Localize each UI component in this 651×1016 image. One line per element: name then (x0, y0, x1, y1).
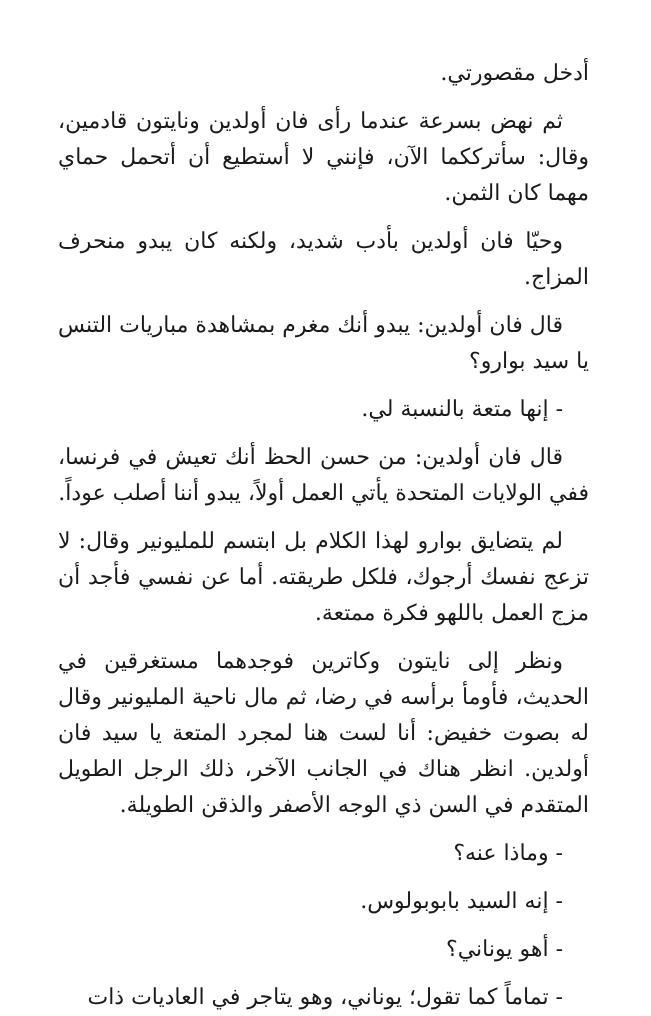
paragraph-5: قال فان أولدين: من حسن الحظ أنك تعيش في فرنسا، ففي الولايات المتحدة يأتي العمل أولاً، يبدو أننا أصلب عوداً. (58, 445, 589, 506)
dialogue-line-1: - إنها متعة بالنسبة لي. (361, 397, 563, 422)
paragraph-7: ونظر إلى نايتون وكاترين فوجدهما مستغرقين في الحديث، فأومأ برأسه في رضا، ثم مال ناحية المليونير وقال له بصوت خفيض: أنا لست هنا لمجرد المتعة يا سيد فان أولدين. انظر هناك في الجانب الآخر، ذلك الرجل الطويل المتقدم في السن ذي الوجه الأصفر والذقن الطويلة. (58, 649, 589, 818)
paragraph-3: وحيّا فان أولدين بأدب شديد، ولكنه كان يبدو منحرف المزاج. (58, 229, 589, 290)
paragraph-1: أدخل مقصورتي. (440, 61, 589, 86)
paragraph-4: قال فان أولدين: يبدو أنك مغرم بمشاهدة مباريات التنس يا سيد بوارو؟ (58, 313, 589, 374)
paragraph-2: ثم نهض بسرعة عندما رأى فان أولدين ونايتون قادمين، وقال: سأترككما الآن، فإنني لا أستطيع أن أتحمل حماي مهما كان الثمن. (58, 109, 589, 206)
paragraph-6: لم يتضايق بوارو لهذا الكلام بل ابتسم للمليونير وقال: لا تزعج نفسك أرجوك، فلكل طريقته. أما عن نفسي فأجد أن مزج العمل باللهو فكرة ممتعة. (58, 529, 589, 626)
dialogue-line-5: - تماماً كما تقول؛ يوناني، وهو يتاجر في العاديات ذات (87, 985, 563, 1010)
dialogue-line-3: - إنه السيد بابوبولوس. (360, 889, 563, 914)
dialogue-line-2: - وماذا عنه؟ (453, 841, 563, 866)
dialogue-line-4: - أهو يوناني؟ (446, 937, 563, 962)
